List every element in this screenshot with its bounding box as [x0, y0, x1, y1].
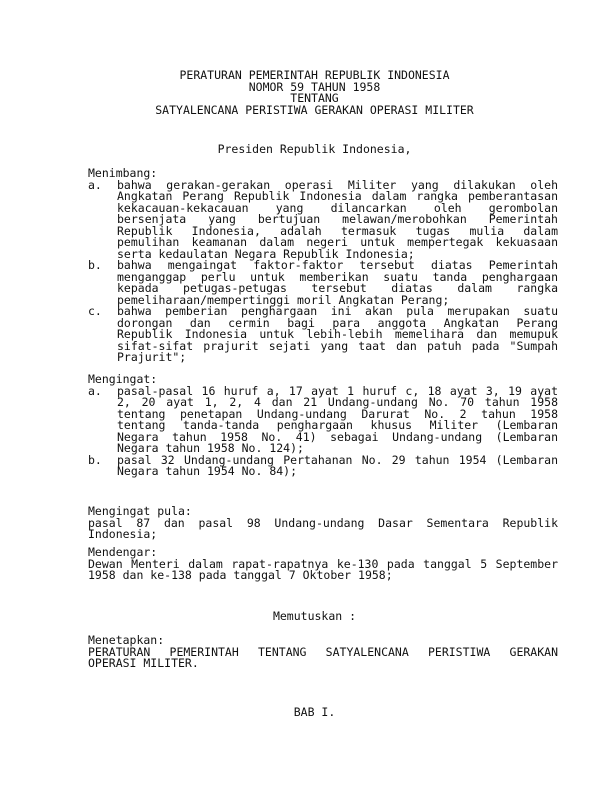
- text-line: serta kedaulatan Negara Republik Indonesia;: [117, 246, 415, 261]
- text-line: kepada petugas-petugas tersebut diatas dalam rangka: [117, 281, 558, 295]
- text-line: 2, 20 ayat 1, 2, 4 dan 21 Undang-undang No. 70 tahun 1958: [117, 395, 558, 409]
- text-line: menganggap perlu untuk memberikan suatu tanda penghargaan: [117, 269, 558, 284]
- list-item: [88, 306, 558, 364]
- text-line: pasal-pasal 16 huruf a, 17 ayat 1 huruf c, 18 ayat 3, 19 ayat: [117, 383, 558, 398]
- item-label: b.: [88, 452, 102, 467]
- list-item: [88, 177, 558, 261]
- section-heading: Mengingat pula:: [88, 504, 192, 518]
- text-line: Angkatan Perang Republik Indonesia dalam rangka pemberantasan: [117, 189, 558, 203]
- text-line: bahwa mengaingat faktor-faktor tersebut diatas Pemerintah: [117, 258, 558, 272]
- list-item: [88, 260, 558, 306]
- text-line: dorongan dan cermin bagi para anggota Angkatan Perang: [117, 315, 558, 330]
- list-item: [88, 452, 558, 478]
- text-line: 1958 dan ke-138 pada tanggal 7 Oktober 1958;: [88, 568, 393, 582]
- section-heading: Mendengar:: [88, 545, 158, 559]
- text-line: tentang tanda-tanda penghargaan khusus Militer (Lembaran: [117, 418, 558, 432]
- text-line: pasal 32 Undang-undang Pertahanan No. 29 tahun 1954 (Lembaran: [117, 452, 558, 467]
- mengingat-pula-section: [88, 506, 558, 541]
- text-line: Negara tahun 1958 No. 41) sebagai Undang-undang (Lembaran: [117, 429, 558, 444]
- text-line: Negara tahun 1954 No. 84);: [117, 464, 298, 478]
- menetapkan-section: [88, 635, 558, 670]
- title-line: PERATURAN PEMERINTAH REPUBLIK INDONESIA: [179, 68, 450, 82]
- text-line: bersenjata yang bertujuan melawan/merobohkan Pemerintah: [117, 212, 558, 226]
- section-heading: Menimbang:: [88, 166, 158, 180]
- text-line: Prajurit";: [117, 350, 187, 364]
- item-label: a.: [88, 177, 102, 192]
- text-line: kekacauan-kekacauan yang dilancarkan oleh gerombolan: [117, 200, 558, 215]
- mengingat-section: [88, 374, 558, 478]
- item-label: c.: [88, 304, 102, 318]
- section-heading: Mengingat:: [88, 372, 158, 386]
- title-line: TENTANG: [290, 91, 339, 105]
- text-line: Indonesia;: [88, 527, 158, 541]
- text-line: Dewan Menteri dalam rapat-rapatnya ke-130 pada tanggal 5 September: [88, 556, 558, 571]
- text-line: tentang penetapan Undang-undang Darurat No. 2 tahun 1958: [117, 406, 558, 421]
- chapter-heading: BAB I.: [293, 705, 336, 719]
- section-heading: Menetapkan:: [88, 633, 165, 647]
- text-line: Republik Indonesia, adalah termasuk tugas mulia dalam: [117, 223, 558, 238]
- mendengar-section: [88, 547, 558, 582]
- memutuskan-heading: Memutuskan :: [272, 609, 357, 623]
- text-line: Negara tahun 1958 No. 124);: [117, 441, 304, 455]
- text-line: Republik Indonesia untuk lebih-lebih memelihara dan memupuk: [117, 327, 558, 341]
- text-line: pasal 87 dan pasal 98 Undang-undang Dasar Sementara Republik: [88, 515, 558, 530]
- text-line: bahwa pemberian penghargaan ini akan pula merupakan suatu: [117, 304, 558, 318]
- title-line: NOMOR 59 TAHUN 1958: [248, 79, 381, 94]
- text-line: pemeliharaan/mempertinggi moril Angkatan Perang;: [117, 292, 450, 307]
- menimbang-section: [88, 168, 558, 364]
- president-line: Presiden Republik Indonesia,: [217, 142, 412, 156]
- text-line: PERATURAN PEMERINTAH TENTANG SATYALENCANA PERISTIWA GERAKAN: [88, 644, 558, 659]
- text-line: sifat-sifat prajurit sejati yang taat dan patuh pada "Sumpah: [117, 338, 558, 353]
- title-line: SATYALENCANA PERISTIWA GERAKAN OPERASI MILITER: [155, 102, 474, 117]
- item-label: a.: [88, 383, 102, 398]
- text-line: bahwa gerakan-gerakan operasi Militer yang dilakukan oleh: [117, 177, 558, 192]
- document-title: [88, 70, 541, 116]
- text-line: OPERASI MILITER.: [88, 656, 199, 670]
- item-label: b.: [88, 258, 102, 272]
- text-line: pemulihan keamanan dalam negeri untuk mempertegak kekuasaan: [117, 235, 558, 249]
- list-item: [88, 383, 558, 455]
